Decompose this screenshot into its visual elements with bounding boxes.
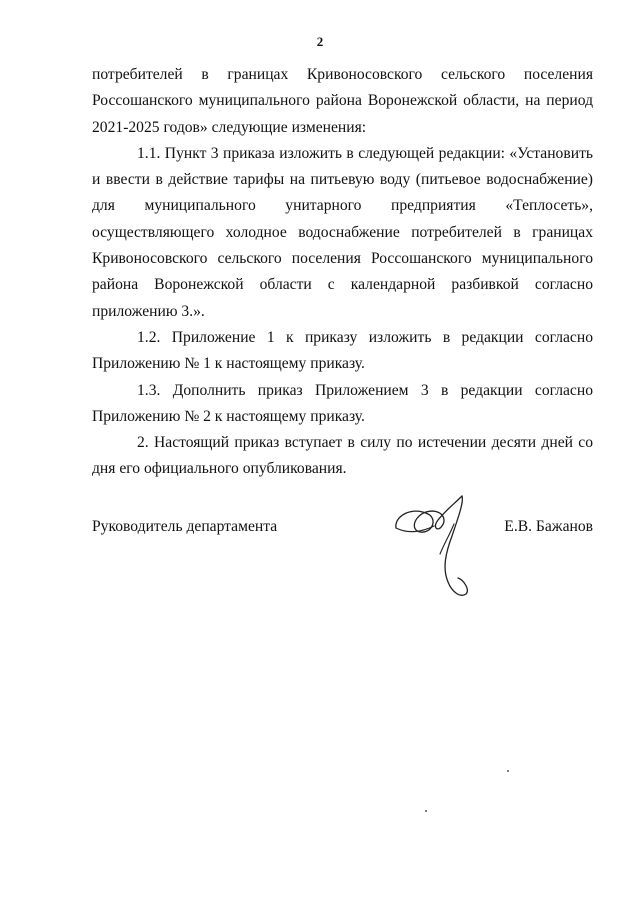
signer-name: Е.В. Бажанов bbox=[504, 518, 593, 535]
scan-speck bbox=[425, 810, 427, 812]
document-body bbox=[92, 62, 593, 483]
scan-speck bbox=[507, 770, 509, 772]
paragraph-item-1-3: 1.3. Дополнить приказ Приложением 3 в редакции согласно Приложению № 2 к настоящему приказу. bbox=[92, 381, 593, 425]
paragraph-item-1-1: 1.1. Пункт 3 приказа изложить в следующей редакции: «Установить и ввести в действие тарифы на питьевую воду (питьевое водоснабжение) для муниципального унитарного предприятия «Теплосеть», осуществляющего холодное водоснабжение потребителей в границах Кривоносовского сельского поселения Россошанского муниципального района Воронежской области с календарной разбивкой согласно приложению 3.». bbox=[92, 144, 593, 320]
handwritten-signature bbox=[392, 488, 492, 600]
page-number: 2 bbox=[316, 34, 324, 49]
paragraph-item-2: 2. Настоящий приказ вступает в силу по истечении десяти дней со дня его официального опубликования. bbox=[92, 434, 593, 478]
paragraph-item-1-2: 1.2. Приложение 1 к приказу изложить в редакции согласно Приложению № 1 к настоящему приказу. bbox=[92, 328, 593, 373]
signer-position: Руководитель департамента bbox=[92, 518, 278, 535]
paragraph-continuation: потребителей в границах Кривоносовского сельского поселения Россошанского муниципального района Воронежской области, на период 2021-2025 годов» следующие изменения: bbox=[92, 66, 593, 136]
